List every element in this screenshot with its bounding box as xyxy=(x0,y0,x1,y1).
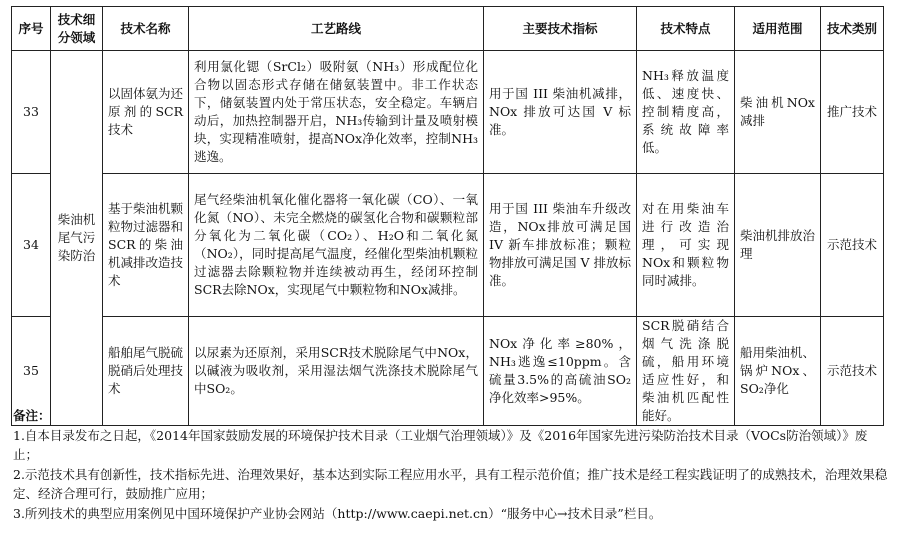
header-indicators: 主要技术指标 xyxy=(484,7,637,51)
tech-name-cell: 以固体氨为还原剂的SCR技术 xyxy=(103,51,189,174)
process-cell: 利用氯化锶（SrCl₂）吸附氨（NH₃）形成配位化合物以固态形式存储在储氨装置中。非工作状态下，储氨装置内处于常压状态，安全稳定。车辆启动后，加热控制器开启，NH₃传输到计量及喷射模块，实现精准喷射，提高NOx净化效率，控制NH₃逃逸。 xyxy=(189,51,484,174)
scope-cell: 柴油机排放治理 xyxy=(735,174,821,317)
scope-cell: 柴油机NOx减排 xyxy=(735,51,821,174)
scope-cell: 船用柴油机、锅炉NOx、SO₂净化 xyxy=(735,317,821,426)
table-row xyxy=(12,174,884,317)
notes-title: 备注： xyxy=(13,408,51,423)
field-cell: 柴油机尾气污染防治 xyxy=(51,51,103,426)
category-cell: 推广技术 xyxy=(821,51,884,174)
header-name: 技术名称 xyxy=(103,7,189,51)
table-row xyxy=(12,51,884,174)
indicators-cell: 用于国 III 柴油车升级改造，NOx排放可满足国 IV 新车排放标准；颗粒物排放可满足国 V 排放标准。 xyxy=(484,174,637,317)
features-cell: NH₃释放温度低、速度快、控制精度高，系统故障率低。 xyxy=(637,51,735,174)
tech-name-cell: 船舶尾气脱硫脱硝后处理技术 xyxy=(103,317,189,426)
process-cell: 以尿素为还原剂，采用SCR技术脱除尾气中NOx，以碱液为吸收剂，采用湿法烟气洗涤技术脱除尾气中SO₂。 xyxy=(189,317,484,426)
row-no: 34 xyxy=(12,174,51,317)
header-category: 技术类别 xyxy=(821,7,884,51)
indicators-cell: 用于国 III 柴油机减排，NOx 排放可达国 V 标准。 xyxy=(484,51,637,174)
header-field: 技术细分领域 xyxy=(51,7,103,51)
header-scope: 适用范围 xyxy=(735,7,821,51)
row-no: 35 xyxy=(12,317,51,426)
category-cell: 示范技术 xyxy=(821,174,884,317)
features-cell: SCR脱硝结合烟气洗涤脱硫，船用环境适应性好，和柴油机匹配性能好。 xyxy=(637,317,735,426)
header-no: 序号 xyxy=(12,7,51,51)
header-features: 技术特点 xyxy=(637,7,735,51)
note-item: 2.示范技术具有创新性，技术指标先进、治理效果好，基本达到实际工程应用水平，具有工程示范价值；推广技术是经工程实践证明了的成熟技术，治理效果稳定、经济合理可行，鼓励推广应用； xyxy=(13,466,888,501)
category-cell: 示范技术 xyxy=(821,317,884,426)
note-item: 1.自本目录发布之日起，《2014年国家鼓励发展的环境保护技术目录（工业烟气治理领域）》及《2016年国家先进污染防治技术目录（VOCs防治领域）》废止； xyxy=(13,427,868,462)
features-cell: 对在用柴油车进行改造治理，可实现NOx和颗粒物同时减排。 xyxy=(637,174,735,317)
notes-section xyxy=(13,406,888,523)
row-no: 33 xyxy=(12,51,51,174)
technology-catalog-table xyxy=(11,6,884,426)
process-cell: 尾气经柴油机氧化催化器将一氧化碳（CO）、一氧化氮（NO）、未完全燃烧的碳氢化合物和碳颗粒部分氧化为二氧化碳（CO₂）、H₂O和二氧化氮（NO₂），同时提高尾气温度，经催化型柴油机颗粒过滤器去除颗粒物并连续被动再生，经闭环控制SCR去除NOx，实现尾气中颗粒物和NOx减排。 xyxy=(189,174,484,317)
indicators-cell: NOx净化率≥80%，NH₃逃逸≤10ppm。含硫量3.5%的高硫油SO₂净化效率>95%。 xyxy=(484,317,637,426)
header-process: 工艺路线 xyxy=(189,7,484,51)
table-header-row xyxy=(12,7,884,51)
tech-name-cell: 基于柴油机颗粒物过滤器和SCR的柴油机减排改造技术 xyxy=(103,174,189,317)
note-item: 3.所列技术的典型应用案例见中国环境保护产业协会网站（http://www.caepi.net.cn）“服务中心→技术目录”栏目。 xyxy=(13,505,662,521)
